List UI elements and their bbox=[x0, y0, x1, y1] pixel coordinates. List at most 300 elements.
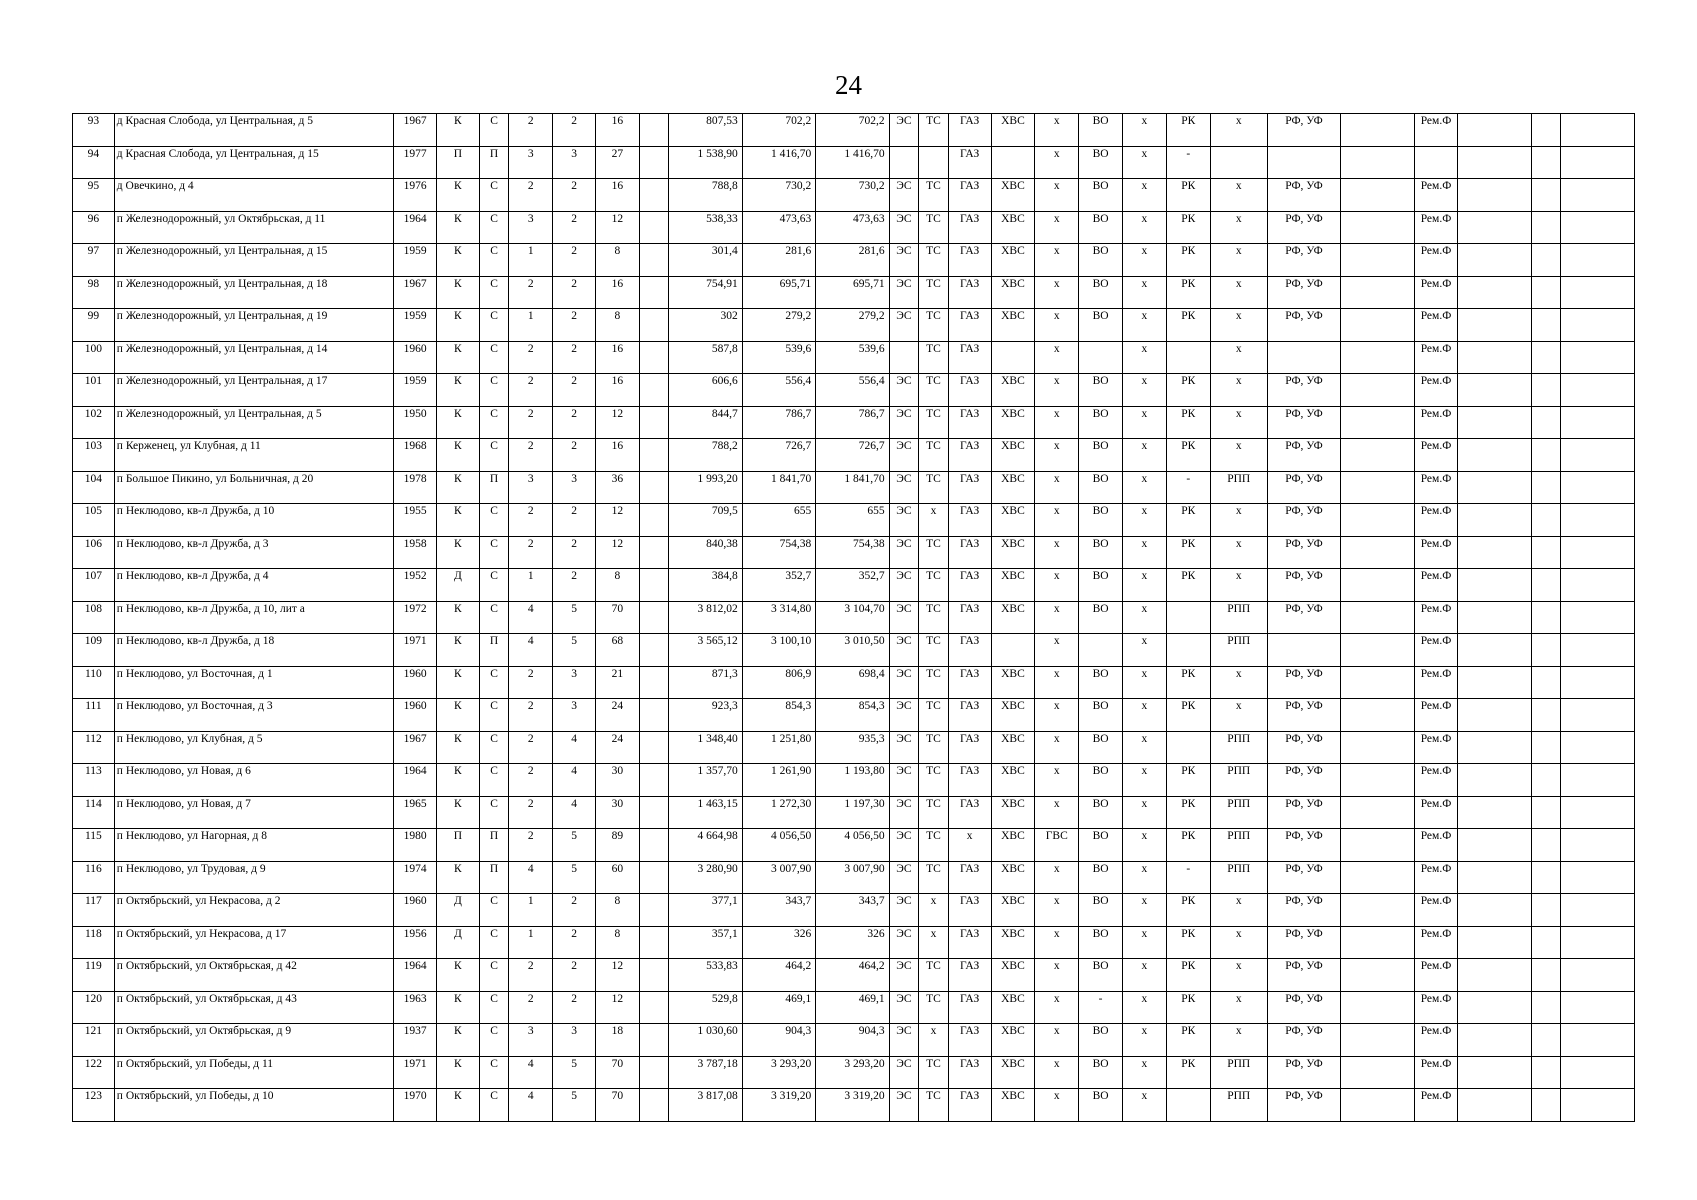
cell-hot-water: х bbox=[1035, 666, 1079, 699]
cell-hot-water: х bbox=[1035, 439, 1079, 472]
cell-residential-area: 464,2 bbox=[816, 959, 889, 992]
table-row bbox=[73, 796, 1635, 829]
cell-blank-2 bbox=[1341, 504, 1414, 537]
cell-entrances: 2 bbox=[553, 536, 596, 569]
cell-blank-4 bbox=[1531, 796, 1561, 829]
cell-facade-roof: РФ, УФ bbox=[1267, 959, 1340, 992]
page-number: 24 bbox=[835, 70, 862, 100]
cell-blank-5 bbox=[1561, 1089, 1635, 1122]
cell-blank-1 bbox=[639, 634, 669, 667]
cell-row-number: 97 bbox=[73, 244, 115, 277]
cell-sewerage: ВО bbox=[1079, 439, 1123, 472]
cell-row-number: 106 bbox=[73, 536, 115, 569]
cell-floors: 4 bbox=[509, 601, 553, 634]
cell-gas: ГАЗ bbox=[948, 309, 991, 342]
cell-blank-3 bbox=[1458, 179, 1531, 212]
cell-living-area: 326 bbox=[742, 926, 815, 959]
cell-total-area: 3 565,12 bbox=[669, 634, 742, 667]
cell-hot-water: х bbox=[1035, 959, 1079, 992]
cell-address: п Железнодорожный, ул Центральная, д 17 bbox=[114, 374, 393, 407]
cell-blank-3 bbox=[1458, 146, 1531, 179]
cell-repair-fund: Рем.Ф bbox=[1414, 439, 1458, 472]
cell-blank-1 bbox=[639, 1024, 669, 1057]
cell-repair-fund: Рем.Ф bbox=[1414, 829, 1458, 862]
cell-blank-5 bbox=[1561, 1056, 1635, 1089]
cell-living-area: 695,71 bbox=[742, 276, 815, 309]
cell-blank-4 bbox=[1531, 1089, 1561, 1122]
cell-blank-1 bbox=[639, 406, 669, 439]
cell-apartments: 12 bbox=[595, 504, 639, 537]
cell-floors: 2 bbox=[509, 374, 553, 407]
cell-gas: ГАЗ bbox=[948, 536, 991, 569]
cell-sewerage: ВО bbox=[1079, 926, 1123, 959]
cell-hot-water: х bbox=[1035, 244, 1079, 277]
cell-cold-water: ХВС bbox=[991, 309, 1035, 342]
cell-gas: ГАЗ bbox=[948, 634, 991, 667]
cell-wall-material-code: К bbox=[436, 406, 479, 439]
cell-gas: ГАЗ bbox=[948, 666, 991, 699]
cell-wall-material-code: К bbox=[436, 439, 479, 472]
cell-repair-fund: Рем.Ф bbox=[1414, 504, 1458, 537]
cell-roof-repair: РК bbox=[1166, 309, 1210, 342]
housing-registry-table bbox=[72, 113, 1635, 1122]
cell-blank-2 bbox=[1341, 341, 1414, 374]
cell-address: п Неклюдово, ул Новая, д 7 bbox=[114, 796, 393, 829]
cell-blank-3 bbox=[1458, 666, 1531, 699]
cell-blank-1 bbox=[639, 894, 669, 927]
cell-blank-2 bbox=[1341, 1089, 1414, 1122]
cell-apartments: 18 bbox=[595, 1024, 639, 1057]
cell-repair-fund: Рем.Ф bbox=[1414, 764, 1458, 797]
table-row bbox=[73, 341, 1635, 374]
cell-cold-water bbox=[991, 634, 1035, 667]
cell-waste-chute: х bbox=[1123, 1024, 1167, 1057]
cell-address: п Железнодорожный, ул Центральная, д 19 bbox=[114, 309, 393, 342]
cell-hot-water: х bbox=[1035, 406, 1079, 439]
cell-repair-type: х bbox=[1210, 211, 1267, 244]
cell-residential-area: 698,4 bbox=[816, 666, 889, 699]
cell-residential-area: 754,38 bbox=[816, 536, 889, 569]
cell-blank-4 bbox=[1531, 179, 1561, 212]
cell-heating: х bbox=[919, 1024, 949, 1057]
cell-living-area: 539,6 bbox=[742, 341, 815, 374]
cell-hot-water: х bbox=[1035, 211, 1079, 244]
cell-living-area: 473,63 bbox=[742, 211, 815, 244]
cell-cold-water: ХВС bbox=[991, 406, 1035, 439]
cell-address: п Керженец, ул Клубная, д 11 bbox=[114, 439, 393, 472]
cell-power-supply: ЭС bbox=[889, 829, 919, 862]
table-row bbox=[73, 439, 1635, 472]
cell-blank-3 bbox=[1458, 634, 1531, 667]
cell-address: п Неклюдово, ул Восточная, д 1 bbox=[114, 666, 393, 699]
cell-sewerage: ВО bbox=[1079, 731, 1123, 764]
table-row bbox=[73, 699, 1635, 732]
cell-hot-water: х bbox=[1035, 471, 1079, 504]
cell-total-area: 3 280,90 bbox=[669, 861, 742, 894]
cell-entrances: 2 bbox=[553, 439, 596, 472]
cell-power-supply: ЭС bbox=[889, 1089, 919, 1122]
cell-heating: ТС bbox=[919, 796, 949, 829]
cell-total-area: 807,53 bbox=[669, 114, 742, 147]
cell-power-supply: ЭС bbox=[889, 569, 919, 602]
cell-blank-5 bbox=[1561, 439, 1635, 472]
cell-apartments: 16 bbox=[595, 179, 639, 212]
cell-repair-type: х bbox=[1210, 439, 1267, 472]
cell-row-number: 103 bbox=[73, 439, 115, 472]
cell-blank-4 bbox=[1531, 374, 1561, 407]
cell-waste-chute: х bbox=[1123, 309, 1167, 342]
cell-blank-4 bbox=[1531, 699, 1561, 732]
cell-waste-chute: х bbox=[1123, 1089, 1167, 1122]
cell-blank-2 bbox=[1341, 829, 1414, 862]
cell-hot-water: х bbox=[1035, 1024, 1079, 1057]
cell-blank-5 bbox=[1561, 211, 1635, 244]
cell-row-number: 100 bbox=[73, 341, 115, 374]
cell-cold-water: ХВС bbox=[991, 536, 1035, 569]
cell-row-number: 119 bbox=[73, 959, 115, 992]
cell-power-supply: ЭС bbox=[889, 634, 919, 667]
cell-blank-4 bbox=[1531, 991, 1561, 1024]
cell-total-area: 788,2 bbox=[669, 439, 742, 472]
cell-living-area: 3 100,10 bbox=[742, 634, 815, 667]
cell-gas: ГАЗ bbox=[948, 504, 991, 537]
cell-heating: ТС bbox=[919, 439, 949, 472]
cell-facade-roof: РФ, УФ bbox=[1267, 764, 1340, 797]
cell-entrances: 5 bbox=[553, 1089, 596, 1122]
cell-wall-material-code: К bbox=[436, 504, 479, 537]
cell-apartments: 30 bbox=[595, 796, 639, 829]
cell-blank-1 bbox=[639, 244, 669, 277]
cell-residential-area: 281,6 bbox=[816, 244, 889, 277]
cell-floors: 3 bbox=[509, 146, 553, 179]
cell-total-area: 754,91 bbox=[669, 276, 742, 309]
cell-row-number: 120 bbox=[73, 991, 115, 1024]
cell-address: п Железнодорожный, ул Центральная, д 5 bbox=[114, 406, 393, 439]
cell-floor-type-code: С bbox=[479, 374, 509, 407]
cell-wall-material-code: К bbox=[436, 374, 479, 407]
cell-blank-1 bbox=[639, 861, 669, 894]
cell-roof-repair: РК bbox=[1166, 829, 1210, 862]
cell-floors: 3 bbox=[509, 211, 553, 244]
cell-sewerage: ВО bbox=[1079, 601, 1123, 634]
cell-repair-fund: Рем.Ф bbox=[1414, 374, 1458, 407]
cell-waste-chute: х bbox=[1123, 894, 1167, 927]
cell-power-supply: ЭС bbox=[889, 991, 919, 1024]
table-row bbox=[73, 114, 1635, 147]
cell-facade-roof: РФ, УФ bbox=[1267, 504, 1340, 537]
cell-power-supply: ЭС bbox=[889, 114, 919, 147]
cell-row-number: 104 bbox=[73, 471, 115, 504]
cell-sewerage: ВО bbox=[1079, 764, 1123, 797]
cell-facade-roof: РФ, УФ bbox=[1267, 244, 1340, 277]
cell-row-number: 109 bbox=[73, 634, 115, 667]
cell-total-area: 1 538,90 bbox=[669, 146, 742, 179]
cell-blank-2 bbox=[1341, 244, 1414, 277]
cell-apartments: 27 bbox=[595, 146, 639, 179]
cell-heating: ТС bbox=[919, 374, 949, 407]
cell-wall-material-code: Д bbox=[436, 926, 479, 959]
cell-power-supply: ЭС bbox=[889, 439, 919, 472]
cell-blank-4 bbox=[1531, 666, 1561, 699]
cell-floor-type-code: С bbox=[479, 991, 509, 1024]
cell-floors: 2 bbox=[509, 796, 553, 829]
cell-repair-type: х bbox=[1210, 179, 1267, 212]
cell-repair-fund: Рем.Ф bbox=[1414, 341, 1458, 374]
cell-blank-1 bbox=[639, 341, 669, 374]
cell-repair-fund: Рем.Ф bbox=[1414, 1056, 1458, 1089]
cell-total-area: 529,8 bbox=[669, 991, 742, 1024]
cell-wall-material-code: К bbox=[436, 601, 479, 634]
cell-repair-fund: Рем.Ф bbox=[1414, 471, 1458, 504]
cell-power-supply: ЭС bbox=[889, 374, 919, 407]
cell-repair-fund: Рем.Ф bbox=[1414, 666, 1458, 699]
cell-waste-chute: х bbox=[1123, 504, 1167, 537]
cell-floor-type-code: С bbox=[479, 179, 509, 212]
cell-heating: ТС bbox=[919, 114, 949, 147]
cell-total-area: 606,6 bbox=[669, 374, 742, 407]
cell-facade-roof: РФ, УФ bbox=[1267, 796, 1340, 829]
cell-blank-3 bbox=[1458, 276, 1531, 309]
cell-address: п Неклюдово, кв-л Дружба, д 4 bbox=[114, 569, 393, 602]
cell-apartments: 70 bbox=[595, 601, 639, 634]
cell-roof-repair: РК bbox=[1166, 504, 1210, 537]
cell-sewerage: ВО bbox=[1079, 1024, 1123, 1057]
cell-sewerage bbox=[1079, 634, 1123, 667]
cell-blank-4 bbox=[1531, 894, 1561, 927]
cell-address: п Октябрьский, ул Октябрьская, д 43 bbox=[114, 991, 393, 1024]
cell-total-area: 3 787,18 bbox=[669, 1056, 742, 1089]
cell-hot-water: х bbox=[1035, 894, 1079, 927]
cell-apartments: 36 bbox=[595, 471, 639, 504]
cell-residential-area: 726,7 bbox=[816, 439, 889, 472]
cell-repair-type: РПП bbox=[1210, 1056, 1267, 1089]
cell-blank-3 bbox=[1458, 601, 1531, 634]
cell-row-number: 94 bbox=[73, 146, 115, 179]
cell-row-number: 105 bbox=[73, 504, 115, 537]
cell-cold-water: ХВС bbox=[991, 926, 1035, 959]
cell-blank-5 bbox=[1561, 796, 1635, 829]
cell-blank-2 bbox=[1341, 146, 1414, 179]
cell-heating: ТС bbox=[919, 601, 949, 634]
cell-residential-area: 702,2 bbox=[816, 114, 889, 147]
cell-hot-water: х bbox=[1035, 374, 1079, 407]
cell-facade-roof: РФ, УФ bbox=[1267, 1056, 1340, 1089]
cell-blank-3 bbox=[1458, 341, 1531, 374]
cell-repair-fund: Рем.Ф bbox=[1414, 569, 1458, 602]
cell-sewerage: ВО bbox=[1079, 829, 1123, 862]
cell-hot-water: х bbox=[1035, 179, 1079, 212]
cell-heating: ТС bbox=[919, 536, 949, 569]
cell-repair-fund: Рем.Ф bbox=[1414, 959, 1458, 992]
cell-hot-water: х bbox=[1035, 991, 1079, 1024]
cell-blank-1 bbox=[639, 959, 669, 992]
cell-floor-type-code: С bbox=[479, 764, 509, 797]
cell-repair-type: х bbox=[1210, 504, 1267, 537]
cell-gas: ГАЗ bbox=[948, 699, 991, 732]
cell-blank-3 bbox=[1458, 861, 1531, 894]
cell-hot-water: х bbox=[1035, 146, 1079, 179]
cell-apartments: 60 bbox=[595, 861, 639, 894]
cell-floors: 2 bbox=[509, 829, 553, 862]
cell-apartments: 16 bbox=[595, 276, 639, 309]
cell-blank-1 bbox=[639, 569, 669, 602]
cell-floors: 2 bbox=[509, 666, 553, 699]
cell-cold-water: ХВС bbox=[991, 829, 1035, 862]
cell-blank-2 bbox=[1341, 601, 1414, 634]
cell-total-area: 1 463,15 bbox=[669, 796, 742, 829]
cell-wall-material-code: К bbox=[436, 731, 479, 764]
cell-blank-3 bbox=[1458, 959, 1531, 992]
cell-sewerage: ВО bbox=[1079, 796, 1123, 829]
cell-sewerage: ВО bbox=[1079, 309, 1123, 342]
cell-living-area: 1 841,70 bbox=[742, 471, 815, 504]
cell-roof-repair bbox=[1166, 601, 1210, 634]
cell-repair-fund: Рем.Ф bbox=[1414, 601, 1458, 634]
cell-living-area: 655 bbox=[742, 504, 815, 537]
cell-heating: ТС bbox=[919, 634, 949, 667]
cell-floor-type-code: С bbox=[479, 731, 509, 764]
cell-build-year: 1960 bbox=[394, 894, 437, 927]
cell-blank-1 bbox=[639, 991, 669, 1024]
cell-floors: 3 bbox=[509, 471, 553, 504]
cell-floor-type-code: С bbox=[479, 114, 509, 147]
cell-repair-type: РПП bbox=[1210, 471, 1267, 504]
cell-waste-chute: х bbox=[1123, 114, 1167, 147]
cell-floor-type-code: П bbox=[479, 471, 509, 504]
cell-address: п Октябрьский, ул Октябрьская, д 42 bbox=[114, 959, 393, 992]
cell-sewerage: ВО bbox=[1079, 471, 1123, 504]
cell-sewerage: ВО bbox=[1079, 374, 1123, 407]
table-row bbox=[73, 1056, 1635, 1089]
cell-address: п Неклюдово, ул Новая, д 6 bbox=[114, 764, 393, 797]
cell-roof-repair bbox=[1166, 1089, 1210, 1122]
table-row bbox=[73, 471, 1635, 504]
cell-floor-type-code: С bbox=[479, 276, 509, 309]
cell-entrances: 2 bbox=[553, 504, 596, 537]
cell-entrances: 2 bbox=[553, 374, 596, 407]
cell-living-area: 3 314,80 bbox=[742, 601, 815, 634]
cell-apartments: 68 bbox=[595, 634, 639, 667]
cell-floor-type-code: С bbox=[479, 894, 509, 927]
cell-floors: 1 bbox=[509, 926, 553, 959]
table-row bbox=[73, 764, 1635, 797]
cell-address: п Большое Пикино, ул Больничная, д 20 bbox=[114, 471, 393, 504]
cell-blank-3 bbox=[1458, 829, 1531, 862]
cell-build-year: 1967 bbox=[394, 276, 437, 309]
cell-floors: 1 bbox=[509, 569, 553, 602]
cell-blank-4 bbox=[1531, 569, 1561, 602]
cell-roof-repair: РК bbox=[1166, 666, 1210, 699]
table-row bbox=[73, 276, 1635, 309]
cell-blank-3 bbox=[1458, 536, 1531, 569]
cell-total-area: 1 030,60 bbox=[669, 1024, 742, 1057]
cell-floor-type-code: С bbox=[479, 309, 509, 342]
cell-blank-2 bbox=[1341, 894, 1414, 927]
cell-floors: 2 bbox=[509, 764, 553, 797]
cell-blank-5 bbox=[1561, 829, 1635, 862]
cell-facade-roof: РФ, УФ bbox=[1267, 569, 1340, 602]
cell-power-supply: ЭС bbox=[889, 699, 919, 732]
cell-blank-1 bbox=[639, 504, 669, 537]
cell-blank-5 bbox=[1561, 634, 1635, 667]
cell-sewerage: ВО bbox=[1079, 406, 1123, 439]
cell-repair-fund: Рем.Ф bbox=[1414, 406, 1458, 439]
cell-blank-5 bbox=[1561, 179, 1635, 212]
cell-floor-type-code: С bbox=[479, 569, 509, 602]
table-row bbox=[73, 406, 1635, 439]
cell-residential-area: 1 416,70 bbox=[816, 146, 889, 179]
cell-address: п Неклюдово, кв-л Дружба, д 10, лит а bbox=[114, 601, 393, 634]
cell-sewerage: ВО bbox=[1079, 1056, 1123, 1089]
cell-blank-4 bbox=[1531, 731, 1561, 764]
cell-gas: ГАЗ bbox=[948, 764, 991, 797]
cell-floor-type-code: С bbox=[479, 244, 509, 277]
cell-power-supply: ЭС bbox=[889, 244, 919, 277]
cell-roof-repair: РК bbox=[1166, 536, 1210, 569]
cell-floors: 4 bbox=[509, 861, 553, 894]
cell-blank-4 bbox=[1531, 504, 1561, 537]
cell-sewerage: ВО bbox=[1079, 569, 1123, 602]
cell-blank-5 bbox=[1561, 569, 1635, 602]
cell-row-number: 117 bbox=[73, 894, 115, 927]
table-row bbox=[73, 244, 1635, 277]
cell-gas: ГАЗ bbox=[948, 244, 991, 277]
cell-repair-type: х bbox=[1210, 406, 1267, 439]
cell-repair-type: РПП bbox=[1210, 796, 1267, 829]
cell-row-number: 116 bbox=[73, 861, 115, 894]
cell-gas: ГАЗ bbox=[948, 439, 991, 472]
cell-row-number: 101 bbox=[73, 374, 115, 407]
cell-build-year: 1964 bbox=[394, 211, 437, 244]
cell-blank-4 bbox=[1531, 959, 1561, 992]
table-row bbox=[73, 1024, 1635, 1057]
cell-heating: ТС bbox=[919, 699, 949, 732]
cell-roof-repair: РК bbox=[1166, 699, 1210, 732]
cell-blank-1 bbox=[639, 1089, 669, 1122]
cell-living-area: 1 272,30 bbox=[742, 796, 815, 829]
cell-blank-2 bbox=[1341, 569, 1414, 602]
cell-heating: ТС bbox=[919, 179, 949, 212]
cell-facade-roof: РФ, УФ bbox=[1267, 731, 1340, 764]
cell-wall-material-code: П bbox=[436, 829, 479, 862]
table-row bbox=[73, 569, 1635, 602]
table-row bbox=[73, 504, 1635, 537]
cell-build-year: 1968 bbox=[394, 439, 437, 472]
cell-repair-fund: Рем.Ф bbox=[1414, 211, 1458, 244]
cell-repair-fund: Рем.Ф bbox=[1414, 861, 1458, 894]
cell-blank-2 bbox=[1341, 861, 1414, 894]
cell-entrances: 2 bbox=[553, 276, 596, 309]
cell-facade-roof: РФ, УФ bbox=[1267, 699, 1340, 732]
cell-heating: ТС bbox=[919, 764, 949, 797]
cell-gas: ГАЗ bbox=[948, 569, 991, 602]
cell-entrances: 5 bbox=[553, 634, 596, 667]
cell-cold-water: ХВС bbox=[991, 1056, 1035, 1089]
cell-roof-repair: РК bbox=[1166, 439, 1210, 472]
cell-residential-area: 935,3 bbox=[816, 731, 889, 764]
cell-address: д Красная Слобода, ул Центральная, д 5 bbox=[114, 114, 393, 147]
cell-total-area: 302 bbox=[669, 309, 742, 342]
cell-roof-repair: - bbox=[1166, 146, 1210, 179]
cell-living-area: 343,7 bbox=[742, 894, 815, 927]
cell-residential-area: 695,71 bbox=[816, 276, 889, 309]
cell-floors: 2 bbox=[509, 341, 553, 374]
cell-apartments: 24 bbox=[595, 731, 639, 764]
cell-residential-area: 556,4 bbox=[816, 374, 889, 407]
cell-wall-material-code: К bbox=[436, 114, 479, 147]
cell-blank-2 bbox=[1341, 536, 1414, 569]
cell-blank-2 bbox=[1341, 406, 1414, 439]
